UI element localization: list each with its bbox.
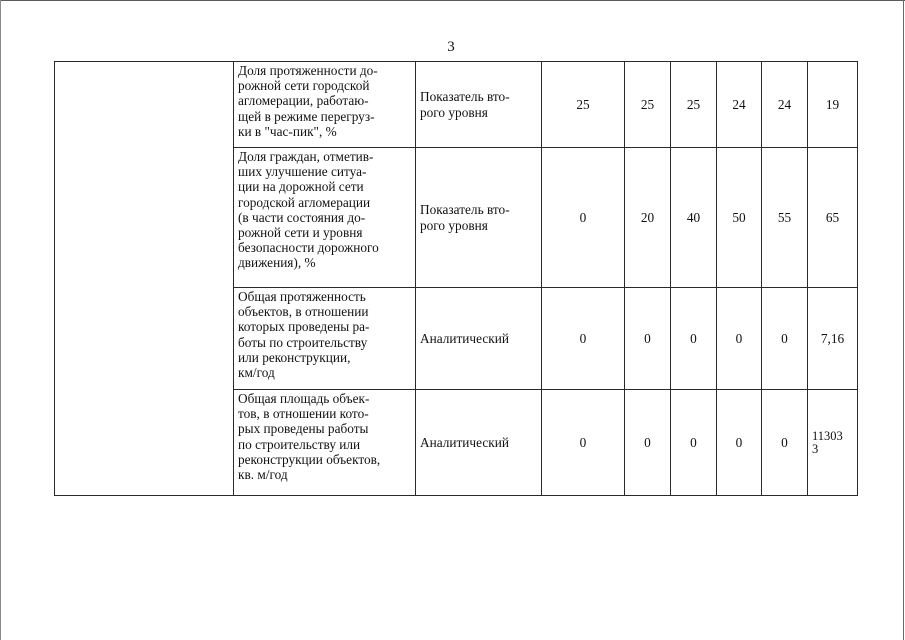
value-cell: 0 xyxy=(717,288,762,390)
value-cell: 25 xyxy=(671,62,717,148)
value-cell: 65 xyxy=(808,148,858,288)
indicator-name-cell xyxy=(234,148,416,288)
value-cell: 24 xyxy=(717,62,762,148)
indicator-name-line: рых проведены работы xyxy=(238,421,369,437)
indicator-type-cell xyxy=(416,288,542,390)
indicator-name-line: или реконструкции, xyxy=(238,349,351,365)
indicator-name-line: Общая площадь объек- xyxy=(238,391,370,406)
value-cell: 24 xyxy=(762,62,808,148)
indicator-name-line: рожной сети городской xyxy=(238,78,370,94)
value-cell: 19 xyxy=(808,62,858,148)
indicator-name-line: движения), % xyxy=(238,255,316,271)
indicator-name-line: (в части состояния до- xyxy=(238,209,366,225)
indicator-name-cell xyxy=(234,288,416,390)
indicator-name-line: реконструкции объектов, xyxy=(238,451,381,467)
value-cell: 0 xyxy=(762,288,808,390)
indicator-name-line: ки в "час-пик", % xyxy=(238,123,337,139)
value-cell: 7,16 xyxy=(808,288,858,390)
indicator-name-line: км/год xyxy=(238,365,275,381)
value-cell: 25 xyxy=(542,62,625,148)
indicator-name-line: ших улучшение ситуа- xyxy=(238,164,367,180)
table-row xyxy=(55,62,858,148)
indicator-name-line: городской агломерации xyxy=(238,194,371,210)
indicator-name-cell xyxy=(234,390,416,496)
value-cell: 0 xyxy=(671,288,717,390)
indicator-type-line: Аналитический xyxy=(420,434,509,450)
value-cell: 0 xyxy=(625,288,671,390)
scan-border-top xyxy=(0,0,905,1)
indicator-name-cell xyxy=(234,62,416,148)
value-cell xyxy=(808,390,858,496)
indicator-name-line: кв. м/год xyxy=(238,467,288,483)
indicator-name-line: Общая протяженность xyxy=(238,289,366,304)
indicator-name-line: Доля протяженности до- xyxy=(238,63,378,78)
program-cell-empty xyxy=(55,62,234,496)
value-cell: 50 xyxy=(717,148,762,288)
indicator-name-line: безопасности дорожного xyxy=(238,240,379,256)
value-cell: 0 xyxy=(762,390,808,496)
indicator-type-cell xyxy=(416,390,542,496)
value-cell: 0 xyxy=(717,390,762,496)
indicator-type-cell xyxy=(416,148,542,288)
indicator-name-line: щей в режиме перегруз- xyxy=(238,108,375,124)
indicator-name-line: рожной сети и уровня xyxy=(238,225,363,241)
value-cell: 55 xyxy=(762,148,808,288)
value-cell: 20 xyxy=(625,148,671,288)
indicator-type-line: Показатель вто- xyxy=(420,89,510,105)
indicator-name-line: тов, в отношении кото- xyxy=(238,406,369,422)
indicator-name-line: по строительству или xyxy=(238,436,361,452)
value-cell: 25 xyxy=(625,62,671,148)
scan-border-right xyxy=(903,0,904,640)
value-cell: 0 xyxy=(542,390,625,496)
indicator-name-line: агломерации, работаю- xyxy=(238,93,369,109)
indicator-name-line: боты по строительству xyxy=(238,334,368,350)
value-line: 3 xyxy=(812,441,819,456)
value-cell: 0 xyxy=(671,390,717,496)
page-number: 3 xyxy=(447,39,455,55)
value-line: 11303 xyxy=(812,428,843,443)
indicator-name-line: Доля граждан, отметив- xyxy=(238,149,374,164)
value-cell: 0 xyxy=(542,288,625,390)
scan-border-left xyxy=(0,0,1,640)
indicator-type-line: рого уровня xyxy=(420,217,488,233)
indicator-name-line: объектов, в отношении xyxy=(238,304,369,320)
value-cell: 0 xyxy=(625,390,671,496)
indicators-table xyxy=(54,61,858,496)
indicator-name-line: ции на дорожной сети xyxy=(238,179,364,195)
indicator-type-cell xyxy=(416,62,542,148)
indicator-type-line: Аналитический xyxy=(420,330,509,346)
indicator-type-line: рого уровня xyxy=(420,104,488,120)
value-cell: 40 xyxy=(671,148,717,288)
indicator-type-line: Показатель вто- xyxy=(420,202,510,218)
indicator-name-line: которых проведены ра- xyxy=(238,319,370,335)
value-cell: 0 xyxy=(542,148,625,288)
